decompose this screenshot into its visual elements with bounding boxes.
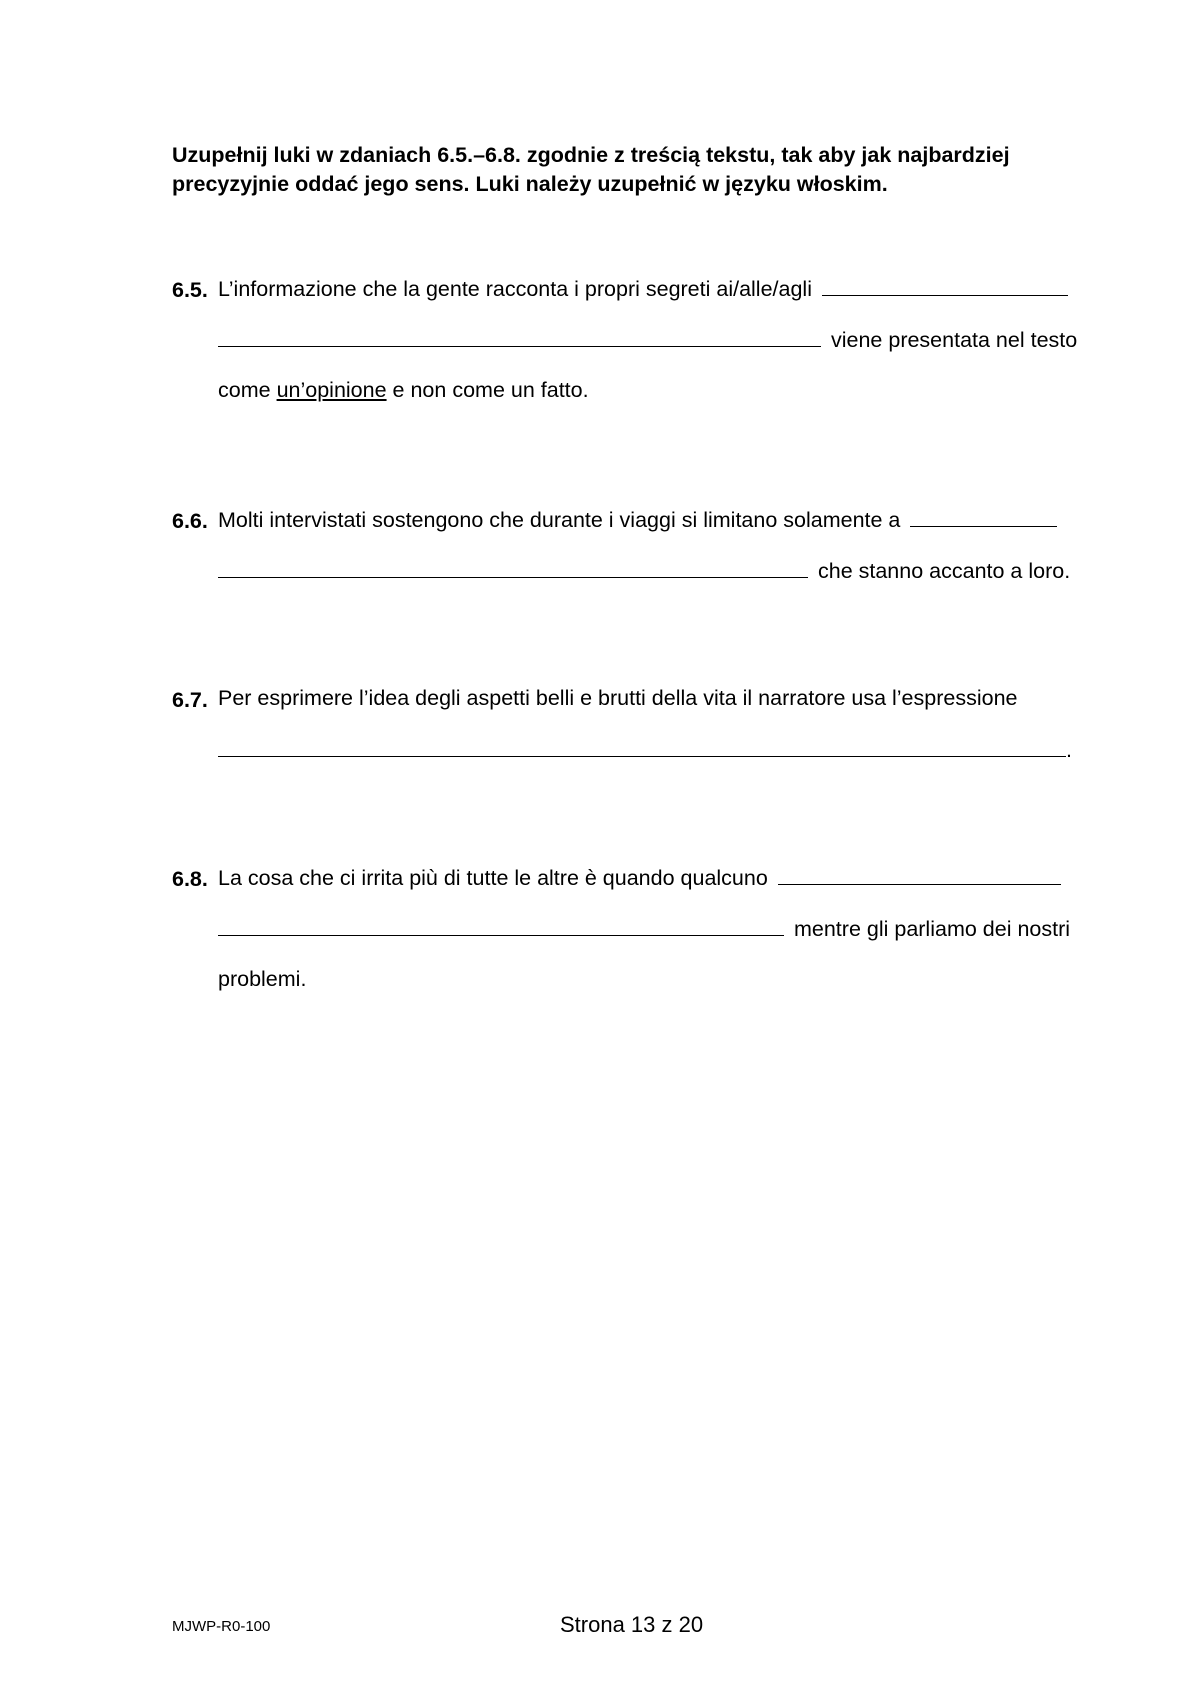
task-line [218, 734, 1072, 764]
task-line [218, 273, 1072, 303]
task-text: La cosa che ci irrita più di tutte le altre è quando qualcuno [218, 866, 768, 890]
answer-blank[interactable] [218, 324, 821, 347]
task-text: e non come un fatto. [392, 378, 589, 402]
task-text: che stanno accanto a loro. [817, 559, 1071, 583]
task-line [218, 964, 306, 994]
task-line [218, 913, 1070, 943]
task-line [218, 555, 1070, 585]
answer-blank[interactable] [778, 862, 1061, 885]
task-text: come [218, 378, 271, 402]
task-number: 6.6. [172, 509, 208, 533]
page-number: Strona 13 z 20 [560, 1612, 704, 1637]
task-number: 6.8. [172, 867, 208, 891]
task-text: viene presentata nel testo [830, 328, 1078, 352]
answer-blank[interactable] [822, 273, 1068, 296]
task-text: L’informazione che la gente racconta i propri segreti ai/alle/agli [218, 277, 812, 301]
exam-code: MJWP-R0-100 [172, 1618, 271, 1635]
task-line [218, 504, 1061, 534]
task-line [218, 324, 1077, 354]
task-text: mentre gli parliamo dei nostri [793, 917, 1071, 941]
instruction [172, 141, 1072, 199]
answer-blank[interactable] [218, 734, 1066, 757]
task-line [218, 683, 1018, 713]
task-line [218, 862, 1065, 892]
task-text: . [1066, 738, 1072, 762]
answer-blank[interactable] [218, 913, 784, 936]
underlined-text: un’opinione [276, 378, 387, 402]
answer-blank[interactable] [910, 504, 1057, 527]
instruction-line-2: precyzyjnie oddać jego sens. Luki należy uzupełnić w języku włoskim. [172, 172, 888, 196]
task-text: Molti intervistati sostengono che durante i viaggi si limitano solamente a [218, 508, 901, 532]
task-number: 6.5. [172, 278, 208, 302]
task-line [218, 375, 589, 405]
task-text: Per esprimere l’idea degli aspetti belli e brutti della vita il narratore usa l’espressione [218, 686, 1018, 710]
task-number: 6.7. [172, 688, 208, 712]
instruction-line-1: Uzupełnij luki w zdaniach 6.5.–6.8. zgodnie z treścią tekstu, tak aby jak najbardziej [172, 143, 1010, 167]
task-text: problemi. [218, 967, 307, 991]
answer-blank[interactable] [218, 555, 808, 578]
